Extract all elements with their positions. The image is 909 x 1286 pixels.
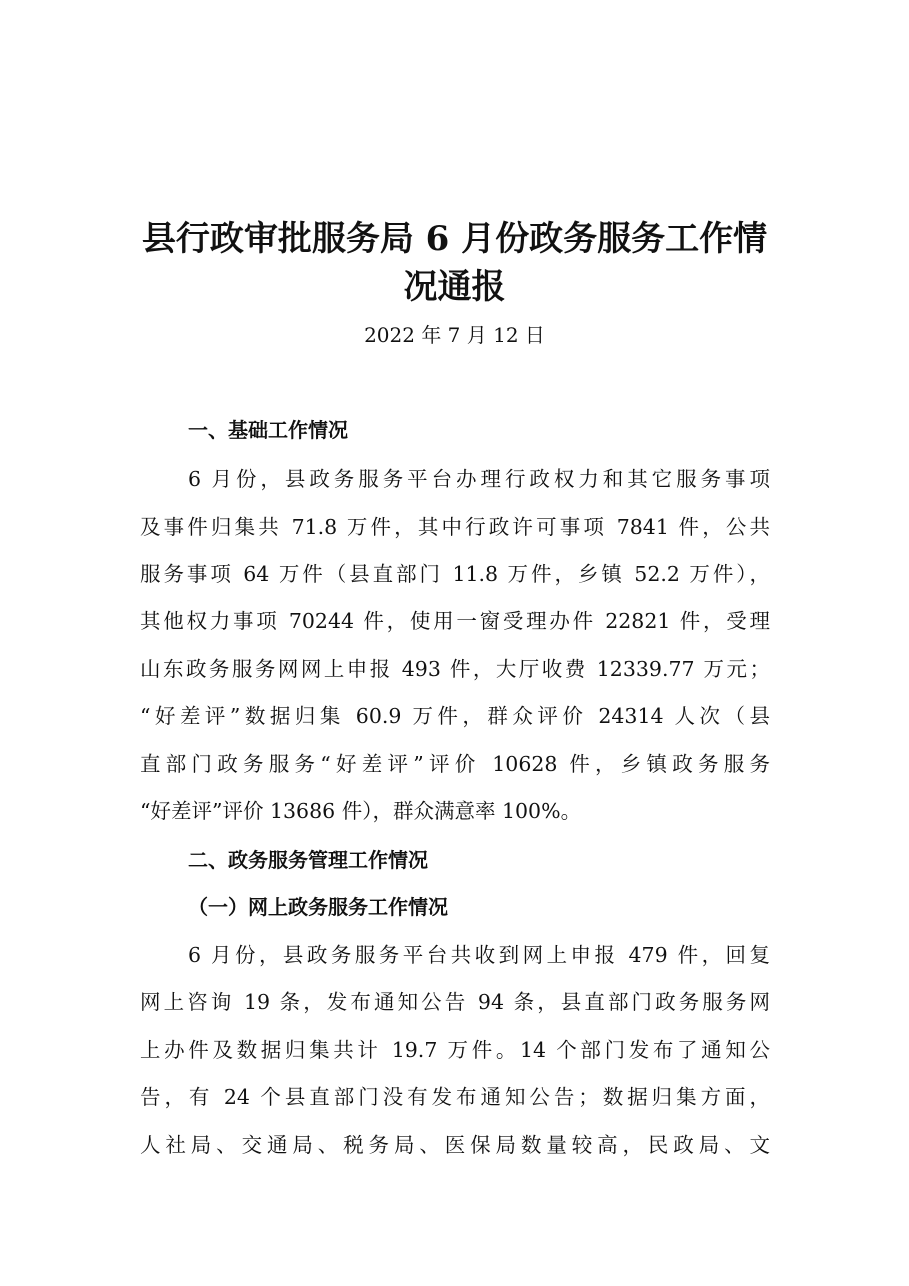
paragraph-line: “好差评”评价 13686 件），群众满意率 100%。 — [140, 799, 582, 823]
section-heading-management: 二、政务服务管理工作情况 — [188, 848, 428, 872]
paragraph-line: 其他权力事项 70244 件，使用一窗受理办件 22821 件，受理 — [140, 609, 770, 633]
paragraph-line: 6 月份，县政务服务平台办理行政权力和其它服务事项 — [188, 467, 770, 491]
paragraph-line: 服务事项 64 万件（县直部门 11.8 万件，乡镇 52.2 万件）， — [140, 562, 770, 586]
paragraph-line: “好差评”数据归集 60.9 万件，群众评价 24314 人次（县 — [140, 704, 770, 728]
paragraph-line: 上办件及数据归集共计 19.7 万件。14 个部门发布了通知公 — [140, 1038, 770, 1062]
document-title-line-2: 况通报 — [403, 267, 506, 307]
document-title-line-1: 县行政审批服务局 6 月份政务服务工作情 — [141, 219, 768, 259]
paragraph-line: 山东政务服务网网上申报 493 件，大厅收费 12339.77 万元； — [140, 657, 770, 681]
paragraph-line: 人社局、交通局、税务局、医保局数量较高，民政局、文 — [140, 1133, 770, 1157]
document-date: 2022 年 7 月 12 日 — [364, 323, 545, 347]
paragraph-line: 网上咨询 19 条，发布通知公告 94 条，县直部门政务服务网 — [140, 990, 770, 1014]
paragraph-line: 6 月份，县政务服务平台共收到网上申报 479 件，回复 — [188, 943, 770, 967]
paragraph-line: 直部门政务服务“好差评”评价 10628 件，乡镇政务服务 — [140, 752, 770, 776]
paragraph-line: 及事件归集共 71.8 万件，其中行政许可事项 7841 件，公共 — [140, 515, 770, 539]
section-heading-basic-work: 一、基础工作情况 — [188, 418, 348, 442]
paragraph-line: 告，有 24 个县直部门没有发布通知公告；数据归集方面， — [140, 1085, 770, 1109]
subsection-heading-online-service: （一）网上政务服务工作情况 — [188, 895, 448, 919]
